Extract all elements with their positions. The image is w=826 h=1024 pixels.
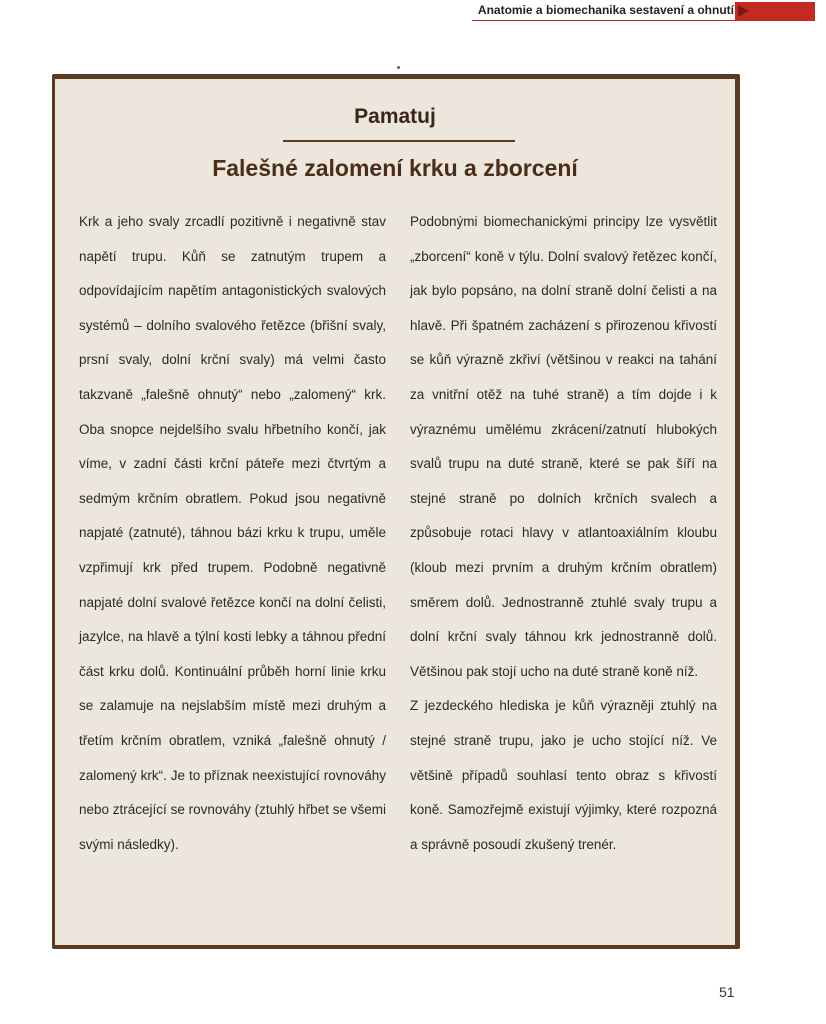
box-kicker: Pamatuj xyxy=(354,105,436,128)
running-header-title: Anatomie a biomechanika sestavení a ohnutí xyxy=(477,3,734,17)
right-paragraph-2: Z jezdeckého hlediska je kůň výrazněji ztuhlý na stejné straně trupu, jako je ucho stojící níž. Ve většině případů souhlasí tento obraz s křivostí koně. Samozřejmě existují výjimky, které rozpozná a správně posoudí zkušený trenér. xyxy=(410,698,717,852)
play-arrow-icon xyxy=(738,5,749,17)
header-accent-tab xyxy=(735,2,815,20)
page-mark xyxy=(397,66,400,69)
left-paragraph-1: Krk a jeho svaly zrcadlí pozitivně i negativně stav napětí trupu. Kůň se zatnutým trupem a odpovídajícím napětím antagonistických svalových systémů – dolního svalového řetězce (břišní svaly, prsní svaly, dolní krční svaly) má velmi často takzvaně „falešně ohnutý“ nebo „zalomený“ krk. Oba snopce nejdelšího svalu hřbetního končí, jak víme, v zadní části krční páteře mezi čtvrtým a sedmým krčním obratlem. Pokud jsou negativně napjaté (zatnuté), táhnou bázi krku k trupu, uměle vzpřimují krk před trupem. Podobně negativně napjaté dolní svalové řetězce končí na dolní čelisti, jazylce, na hlavě a týlní kosti lebky a táhnou přední část krku dolů. Kontinuální průběh horní linie krku se zalamuje na nejslabším místě mezi druhým a třetím krčním obratlem, vzniká „falešně ohnutý / zalomený krk“. Je to příznak neexistující rovnováhy nebo ztrácející se rovnováhy (ztuhlý hřbet se všemi svými následky). xyxy=(79,214,386,852)
right-column xyxy=(410,205,717,862)
box-heading: Falešné zalomení krku a zborcení xyxy=(212,155,578,181)
page-number: 51 xyxy=(719,984,735,1000)
left-column xyxy=(79,205,386,862)
box-divider xyxy=(283,140,515,142)
remember-box xyxy=(52,74,740,949)
right-paragraph-1: Podobnými biomechanickými principy lze vysvětlit „zborcení“ koně v týlu. Dolní svalový řetězec končí, jak bylo popsáno, na dolní straně dolní čelisti a na hlavě. Při špatném zacházení s přirozenou křivostí se kůň výrazně zkřiví (většinou v reakci na tahání za vnitřní otěž na tuhé straně) a tím dojde i k výraznému umělému zkrácení/zatnutí hlubokých svalů trupu na duté straně, které se pak šíří na stejné straně po dolních krčních svalech a způsobuje rotaci hlavy v atlantoaxiálním kloubu (kloub mezi prvním a druhým krčním obratlem) směrem dolů. Jednostranně ztuhlé svaly trupu a dolní krční svaly táhnou krk jednostranně dolů. Většinou pak stojí ucho na duté straně koně níž. xyxy=(410,214,717,679)
header-rule xyxy=(472,20,815,21)
